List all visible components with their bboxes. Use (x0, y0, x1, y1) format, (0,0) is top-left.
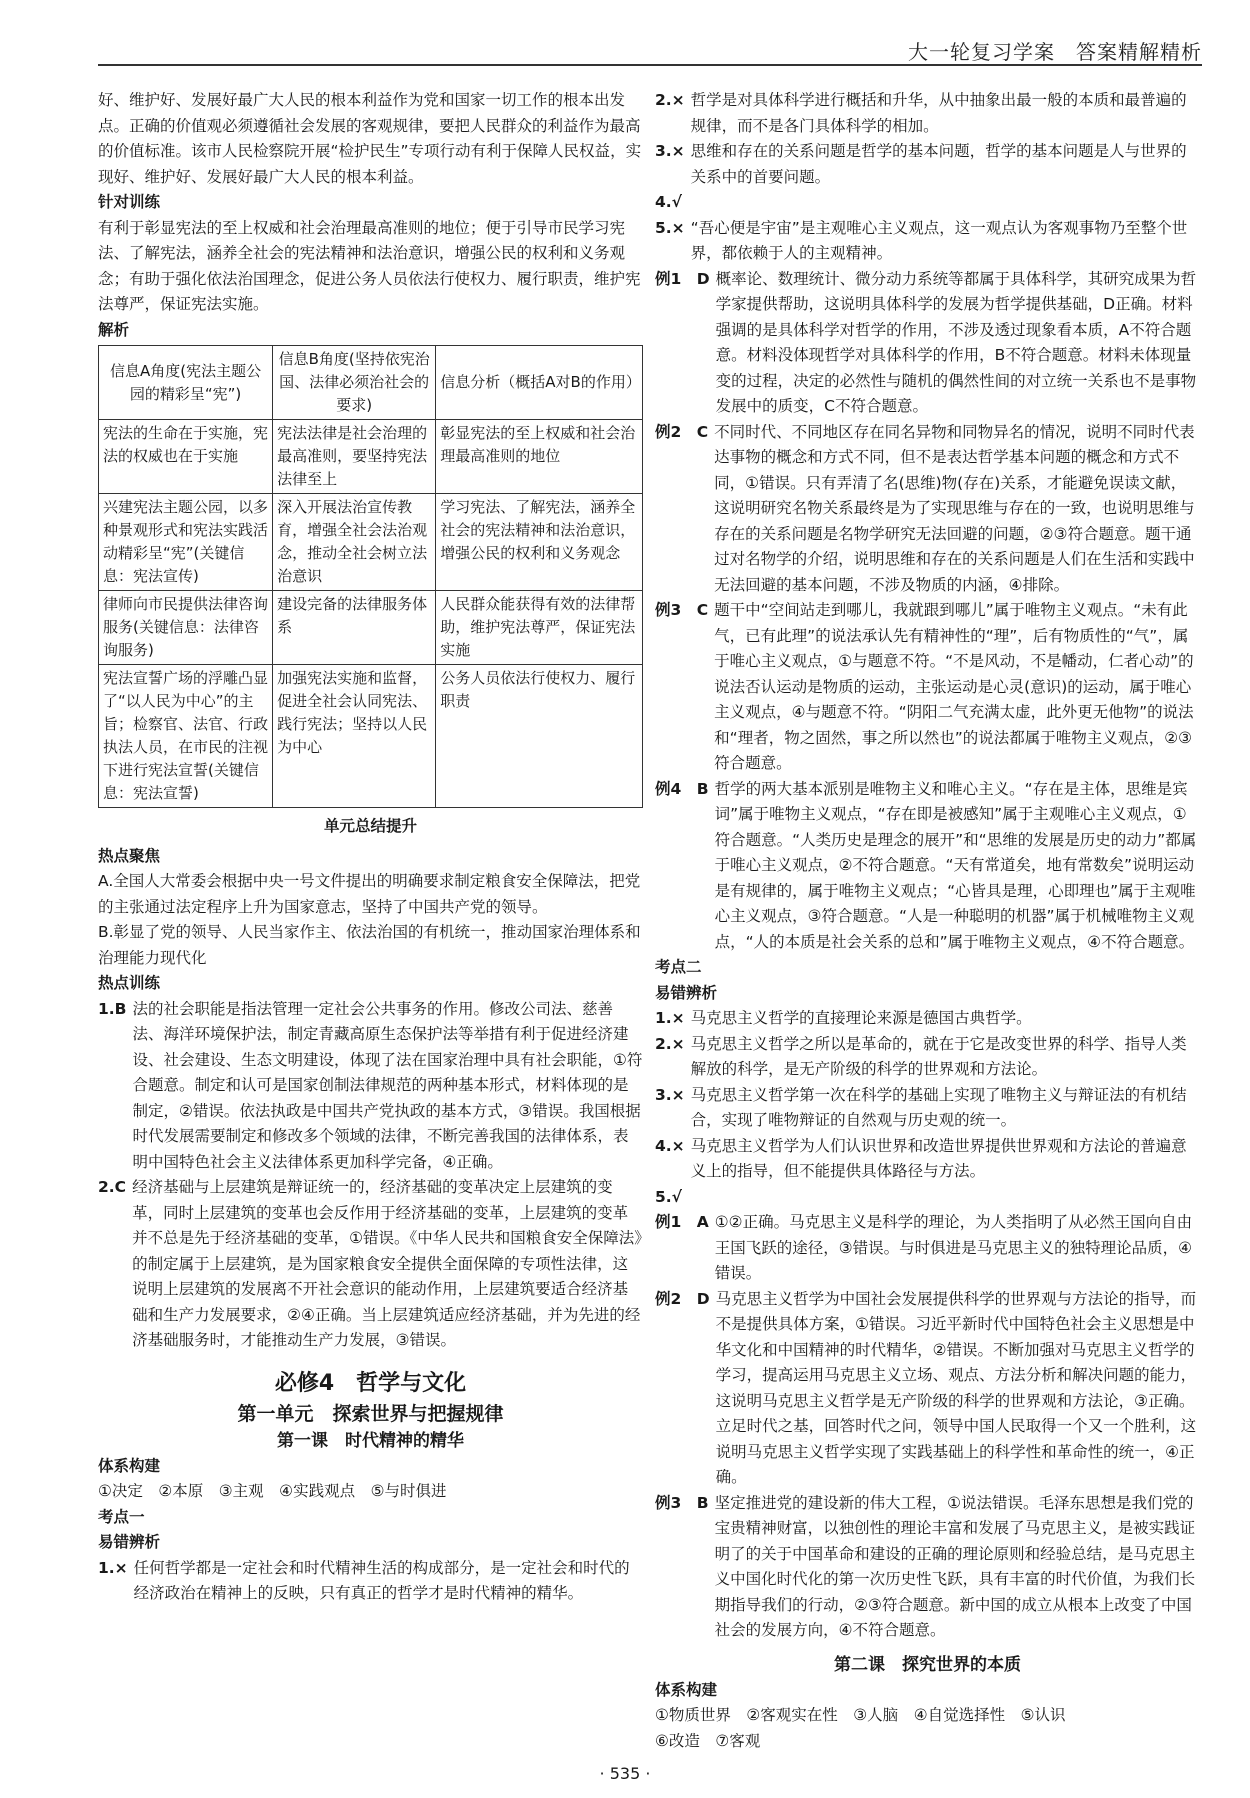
table-cell: 学习宪法、了解宪法，涵养全社会的宪法精神和法治意识，增强公民的权利和义务观念 (436, 494, 643, 591)
txgj2-title: 体系构建 (655, 1680, 718, 1699)
table-cell: 深入开展法治宣传教育，增强全社会法治观念，推动全社会树立法治意识 (273, 494, 436, 591)
example-tag: 例4 B (655, 779, 709, 798)
yccx-item (655, 88, 1200, 139)
zdxl-title: 针对训练 (98, 193, 161, 211)
yccx-item (98, 1556, 643, 1607)
example-item (655, 1491, 1200, 1644)
table-cell: 宪法法律是社会治理的最高准则，要坚持宪法法律至上 (273, 420, 436, 494)
kd1-title: 考点一 (98, 1507, 145, 1526)
table-cell: 彰显宪法的至上权威和社会治理最高准则的地位 (436, 420, 643, 494)
item-tag: 4.× (655, 1136, 685, 1155)
table-header-c: 信息分析（概括A对B的作用） (436, 346, 643, 420)
item-tag: 1.× (98, 1558, 128, 1577)
table-header-b: 信息B角度(坚持依宪治国、法律必须治社会的要求) (273, 346, 436, 420)
example-item (655, 1287, 1200, 1491)
example-item (655, 777, 1200, 956)
example-tag: 例1 D (655, 269, 710, 288)
yccx-item (655, 139, 1200, 190)
unit-summary-title: 单元总结提升 (323, 817, 417, 835)
item-text: 马克思主义哲学第一次在科学的基础上实现了唯物主义与辩证法的有机结合，实现了唯物辩证的自然观与历史观的统一。 (690, 1085, 1187, 1129)
table-cell: 律师向市民提供法律咨询服务(关键信息：法律咨询服务) (99, 591, 273, 665)
example-item (655, 1210, 1200, 1287)
example-text: 题干中“空间站走到哪儿，我就跟到哪儿”属于唯物主义观点。“未有此气，已有此理”的说法承认先有精神性的“理”，后有物质性的“气”，属于唯心主义观点，①与题意不符。“不是风动，不是幡动，仁者心动”的说法否认运动是物质的运动，主张运动是心灵(意识)的运动，属于唯心主义观点，④与题意不符。“阴阳二气充满太虚，此外更无他物”的说法和“理者，物之固然，事之所以然也”的说法都属于唯物主义观点，②③符合题意。 (714, 601, 1194, 772)
example-item (655, 267, 1200, 420)
table-cell: 宪法宣誓广场的浮雕凸显了“以人民为中心”的主旨；检察官、法官、行政执法人员，在市民的注视下进行宪法宣誓(关键信息：宪法宣誓) (99, 665, 273, 808)
example-text: 马克思主义哲学为中国社会发展提供科学的世界观与方法论的指导，而不是提供具体方案，①错误。习近平新时代中国特色社会主义思想是中华文化和中国精神的时代精华，②错误。不断加强对马克思主义哲学的学习，提高运用马克思主义立场、观点、方法分析和解决问题的能力，这说明马克思主义哲学是无产阶级的科学的世界观和方法论，③正确。立足时代之基，回答时代之问，领导中国人民取得一个又一个胜利，这说明马克思主义哲学实现了实践基础上的科学性和革命性的统一，④正确。 (715, 1289, 1197, 1486)
txgj2-line: ①物质世界 ②客观实在性 ③人脑 ④自觉选择性 ⑤认识 (655, 1706, 1066, 1724)
item-tag: 2.C (98, 1178, 127, 1196)
analysis-table (98, 345, 643, 808)
item-text (688, 1185, 1200, 1211)
item-text: 哲学是对具体科学进行概括和升华，从中抽象出最一般的本质和最普遍的规律，而不是各门具体科学的相加。 (690, 91, 1187, 135)
table-header-row (99, 346, 643, 420)
table-cell: 人民群众能获得有效的法律帮助，维护宪法尊严，保证宪法实施 (436, 591, 643, 665)
example-text: 哲学的两大基本派别是唯物主义和唯心主义。“存在是主体，思维是宾词”属于唯物主义观点，“存在即是被感知”属于主观唯心主义观点，①符合题意。“人类历史是理念的展开”和“思维的发展是历史的动力”都属于唯心主义观点，②不符合题意。“天有常道矣，地有常数矣”说明运动是有规律的，属于唯物主义观点；“心皆具是理，心即理也”属于主观唯心主义观点，③符合题意。“人是一种聪明的机器”属于机械唯物主义观点，“人的本质是社会关系的总和”属于唯物主义观点，④不符合题意。 (714, 779, 1197, 951)
item-text: 马克思主义哲学的直接理论来源是德国古典哲学。 (690, 1009, 1032, 1027)
header-rule (98, 64, 1202, 66)
rdxl-title: 热点训练 (98, 974, 161, 992)
section-title: 必修4 哲学与文化 (274, 1370, 467, 1396)
table-cell: 公务人员依法行使权力、履行职责 (436, 665, 643, 808)
item-text: 思维和存在的关系问题是哲学的基本问题，哲学的基本问题是人与世界的关系中的首要问题。 (690, 142, 1187, 186)
yccx2-title: 易错辨析 (655, 983, 718, 1002)
table-cell: 加强宪法实施和监督，促进全社会认同宪法、践行宪法；坚持以人民为中心 (273, 665, 436, 808)
item-tag: 5.√ (655, 1187, 683, 1206)
item-text: 马克思主义哲学之所以是革命的，就在于它是改变世界的科学、指导人类解放的科学，是无产阶级的科学的世界观和方法论。 (690, 1034, 1187, 1078)
table-row (99, 420, 643, 494)
intro-paragraph: 好、维护好、发展好最广大人民的根本利益作为党和国家一切工作的根本出发点。正确的价值观必须遵循社会发展的客观规律，要把人民群众的利益作为最高的价值标准。该市人民检察院开展“检护民生”专项行动有利于保障人民权益，实现好、维护好、发展好最广大人民的根本利益。 (98, 91, 642, 186)
rdxl-item (98, 1175, 643, 1354)
item-text: 经济基础与上层建筑是辩证统一的，经济基础的变革决定上层建筑的变革，同时上层建筑的变革也会反作用于经济基础的变革，上层建筑的变革并不总是先于经济基础的变革，①错误。《中华人民共和国粮食安全保障法》的制定属于上层建筑，是为国家粮食安全提供全面保障的专项性法律，这说明上层建筑的发展离不开社会意识的能动作用，上层建筑要适合经济基础和生产力发展要求，②④正确。当上层建筑适应经济基础，并为先进的经济基础服务时，才能推动生产力发展，③错误。 (132, 1178, 642, 1349)
table-row (99, 591, 643, 665)
item-tag: 1.B (98, 999, 127, 1018)
jx-title: 解析 (98, 320, 130, 339)
yccx-item (655, 1032, 1200, 1083)
item-tag: 2.× (655, 91, 685, 109)
table-cell: 兴建宪法主题公园，以多种景观形式和宪法实践活动精彩呈“宪”(关键信息：宪法宣传) (99, 494, 273, 591)
example-text: 概率论、数理统计、微分动力系统等都属于具体科学，其研究成果为哲学家提供帮助，这说明具体科学的发展为哲学提供基础，D正确。材料强调的是具体科学对哲学的作用，不涉及透过现象看本质，A不符合题意。材料没体现哲学对具体科学的作用，B不符合题意。材料未体现量变的过程，决定的必然性与随机的偶然性间的对立统一关系也不是事物发展中的质变，C不符合题意。 (715, 269, 1197, 415)
example-tag: 例2 D (655, 1289, 710, 1308)
kd2-title: 考点二 (655, 958, 702, 976)
yccx-item (655, 1134, 1200, 1185)
txgj2-line: ⑥改造 ⑦客观 (655, 1731, 761, 1750)
table-header-a: 信息A角度(宪法主题公园的精彩呈“宪”) (99, 346, 273, 420)
yccx-item (655, 1185, 1200, 1211)
header-title: 大一轮复习学案 答案精解精析 (908, 40, 1202, 64)
item-text: 马克思主义哲学为人们认识世界和改造世界提供世界观和方法论的普遍意义上的指导，但不能提供具体路径与方法。 (690, 1136, 1187, 1180)
rdjj-item-b: B.彰显了党的领导、人民当家作主、依法治国的有机统一，推动国家治理体系和治理能力现代化 (98, 923, 641, 967)
item-tag: 5.× (655, 218, 685, 237)
table-cell: 宪法的生命在于实施，宪法的权威也在于实施 (99, 420, 273, 494)
right-column (655, 88, 1200, 1754)
unit-title: 第一单元 探索世界与把握规律 (237, 1402, 504, 1425)
item-text: 任何哲学都是一定社会和时代精神生活的构成部分，是一定社会和时代的经济政治在精神上的反映，只有真正的哲学才是时代精神的精华。 (133, 1558, 630, 1602)
yccx-item (655, 216, 1200, 267)
page-header (0, 0, 1250, 72)
txgj-text: ①决定 ②本原 ③主观 ④实践观点 ⑤与时俱进 (98, 1482, 447, 1500)
rdxl-item (98, 997, 643, 1176)
example-tag: 例3 C (655, 601, 709, 619)
rdjj-title: 热点聚焦 (98, 846, 161, 865)
example-item (655, 420, 1200, 599)
zdxl-text: 有利于彰显宪法的至上权威和社会治理最高准则的地位；便于引导市民学习宪法、了解宪法，涵养全社会的宪法精神和法治意识，增强公民的权利和义务观念；有助于强化依法治国理念，促进公务人员依法行使权力、履行职责，维护宪法尊严，保证宪法实施。 (98, 218, 641, 313)
yccx-item (655, 1083, 1200, 1134)
page-number: · 535 · (599, 1764, 651, 1783)
yccx-item (655, 1006, 1200, 1032)
example-text: ①②正确。马克思主义是科学的理论，为人类指明了从必然王国向自由王国飞跃的途径，③错误。与时俱进是马克思主义的独特理论品质，④错误。 (714, 1213, 1193, 1282)
item-text: “吾心便是宇宙”是主观唯心主义观点，这一观点认为客观事物乃至整个世界，都依赖于人的主观精神。 (690, 218, 1188, 262)
example-text: 坚定推进党的建设新的伟大工程，①说法错误。毛泽东思想是我们党的宝贵精神财富，以独创性的理论丰富和发展了马克思主义，是被实践证明了的关于中国革命和建设的正确的理论原则和经验总结，是马克思主义中国化时代化的第一次历史性飞跃，具有丰富的时代价值，为我们长期指导我们的行动，②③符合题意。新中国的成立从根本上改变了中国社会的发展方向，④不符合题意。 (714, 1493, 1196, 1639)
example-tag: 例3 B (655, 1493, 709, 1512)
item-tag: 3.× (655, 142, 685, 160)
rdjj-item-a: A.全国人大常委会根据中央一号文件提出的明确要求制定粮食安全保障法，把党的主张通过法定程序上升为国家意志，坚持了中国共产党的领导。 (98, 872, 641, 916)
lesson-title: 第一课 时代精神的精华 (277, 1430, 464, 1451)
item-tag: 1.× (655, 1009, 685, 1027)
yccx-title: 易错辨析 (98, 1533, 161, 1551)
item-text (688, 190, 1200, 216)
lesson2-title: 第二课 探究世界的本质 (834, 1654, 1021, 1675)
example-tag: 例2 C (655, 422, 709, 441)
table-row (99, 494, 643, 591)
table-cell: 建设完备的法律服务体系 (273, 591, 436, 665)
yccx-item (655, 190, 1200, 216)
item-text: 法的社会职能是指法管理一定社会公共事务的作用。修改公司法、慈善法、海洋环境保护法，制定青藏高原生态保护法等举措有利于促进经济建设、社会建设、生态文明建设，体现了法在国家治理中具有社会职能，①符合题意。制定和认可是国家创制法律规范的两种基本形式，材料体现的是制定，②错误。依法执政是中国共产党执政的基本方式，③错误。我国根据时代发展需要制定和修改多个领域的法律，不断完善我国的法律体系，表明中国特色社会主义法律体系更加科学完备，④正确。 (132, 999, 643, 1171)
example-tag: 例1 A (655, 1213, 709, 1231)
item-tag: 2.× (655, 1034, 685, 1053)
txgj-title: 体系构建 (98, 1456, 161, 1475)
item-tag: 3.× (655, 1085, 685, 1104)
item-tag: 4.√ (655, 193, 683, 211)
table-row (99, 665, 643, 808)
left-column (98, 88, 643, 1607)
example-item (655, 598, 1200, 777)
example-text: 不同时代、不同地区存在同名异物和同物异名的情况，说明不同时代表达事物的概念和方式不同，但不是表达哲学基本问题的概念和方式不同，①错误。只有弄清了名(思维)物(存在)关系，才能避免误读文献，这说明研究名物关系最终是为了实现思维与存在的一致，也说明思维与存在的关系问题是名物学研究无法回避的问题，②③符合题意。题干通过对名物学的介绍，说明思维和存在的关系问题是人们在生活和实践中无法回避的基本问题，不涉及物质的内涵，④排除。 (714, 422, 1195, 594)
